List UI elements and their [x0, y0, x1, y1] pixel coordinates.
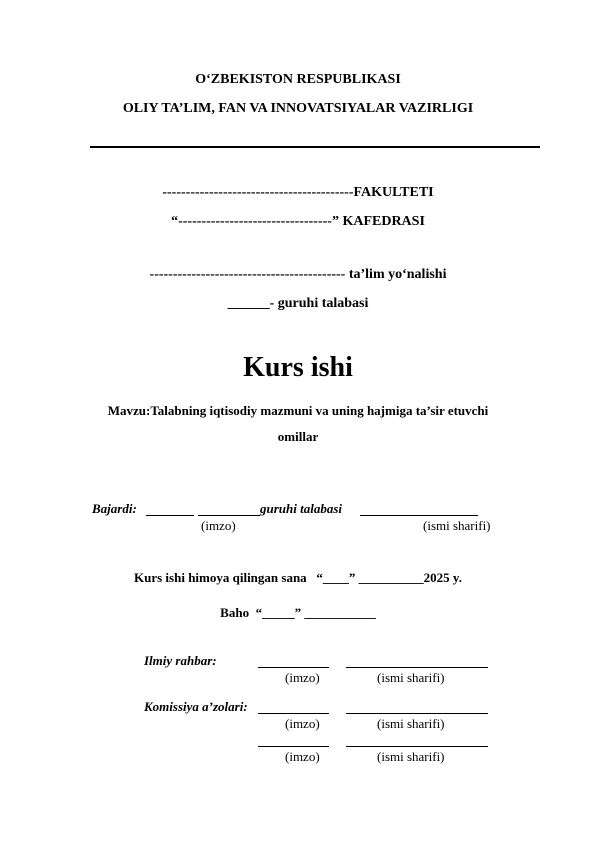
grade-line: Baho “_____” ___________	[220, 605, 376, 620]
commission-name-line-2	[346, 746, 488, 747]
document-title: Kurs ishi	[243, 352, 353, 383]
performer-name-line	[360, 515, 478, 516]
performer-name-caption: (ismi sharifi)	[423, 518, 491, 533]
performer-sign-caption: (imzo)	[201, 518, 236, 533]
supervisor-sign-caption: (imzo)	[285, 670, 320, 685]
supervisor-name-caption: (ismi sharifi)	[377, 670, 445, 685]
commission-label: Komissiya a’zolari:	[144, 699, 248, 714]
faculty-line: -----------------------------------------FAKULTETI	[162, 185, 434, 200]
commission-name-caption-2: (ismi sharifi)	[377, 749, 445, 764]
commission-sign-line-2	[258, 746, 329, 747]
ministry-name: OLIY TA’LIM, FAN VA INNOVATSIYALAR VAZIRLIGI	[122, 101, 474, 116]
program-line: ------------------------------------------ ta’lim yo‘nalishi	[149, 267, 447, 282]
performer-label: Bajardi:	[92, 501, 137, 516]
ministry-country: O‘ZBEKISTON RESPUBLIKASI	[195, 72, 401, 87]
topic-line-1: Mavzu:Talabning iqtisodiy mazmuni va uning hajmiga ta’sir etuvchi	[107, 403, 489, 418]
department-line: “---------------------------------” KAFEDRASI	[171, 214, 425, 229]
supervisor-sign-line	[258, 667, 329, 668]
performer-student-label: guruhi talabasi	[260, 501, 343, 516]
supervisor-label: Ilmiy rahbar:	[144, 653, 217, 668]
header-divider	[90, 146, 540, 148]
commission-name-line-1	[346, 713, 488, 714]
performer-sign-line	[146, 515, 194, 516]
supervisor-name-line	[346, 667, 488, 668]
topic-line-2: omillar	[277, 429, 319, 444]
commission-name-caption-1: (ismi sharifi)	[377, 716, 445, 731]
defense-date: Kurs ishi himoya qilingan sana “____” __________2025 y.	[134, 570, 462, 585]
group-line: ______- guruhi talabasi	[227, 296, 369, 311]
performer-group-line	[198, 515, 260, 516]
commission-sign-caption-2: (imzo)	[285, 749, 320, 764]
commission-sign-caption-1: (imzo)	[285, 716, 320, 731]
commission-sign-line-1	[258, 713, 329, 714]
